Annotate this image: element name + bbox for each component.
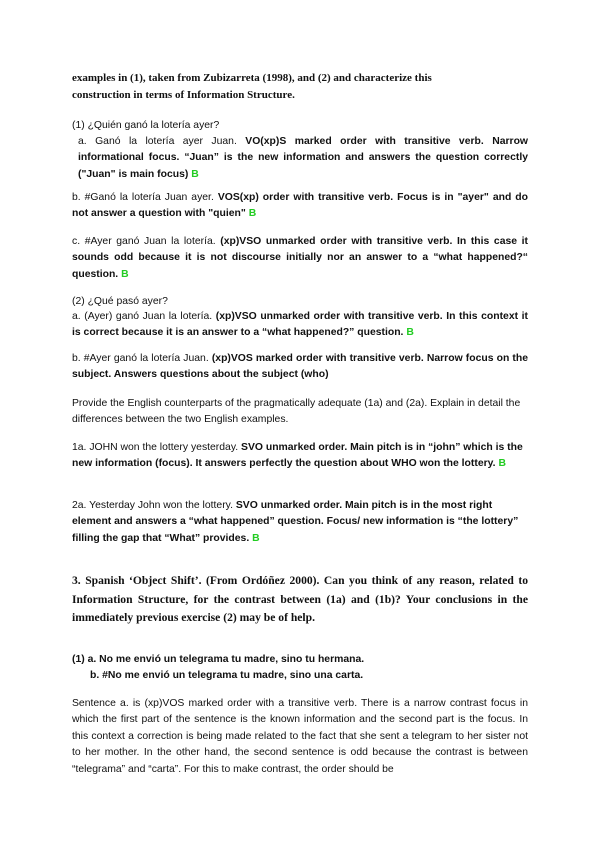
- example-1c-answer: (xp)VSO unmarked order with transitive verb. In this case it sounds odd because it is not discourse initially nor an answer to a “what happened?“ question.: [72, 236, 529, 280]
- example-3: [72, 652, 528, 685]
- example-1b-answer: VOS(xp) order with transitive verb. Focus is in "ayer" and do not answer a question with "quien": [72, 192, 528, 220]
- question-2-text: Provide the English counterparts of the pragmatically adequate (1a) and (2a). Explain in detail the differences between the two English examples.: [72, 398, 521, 426]
- example-3a: (1) a. No me envió un telegrama tu madre, sino tu hermana.: [72, 654, 365, 665]
- grade-mark: B: [498, 458, 506, 470]
- grade-mark: B: [248, 208, 257, 220]
- example-2b-answer: (xp)VOS marked order with transitive verb. Narrow focus on the subject. Answers questions about the subject (who): [72, 353, 528, 381]
- english-2a-sentence: 2a. Yesterday John won the lottery.: [72, 500, 236, 511]
- grade-mark: B: [121, 268, 129, 280]
- example-1-heading: (1) ¿Quién ganó la lotería ayer?: [72, 120, 220, 131]
- example-2a: [72, 309, 528, 342]
- example-1a: [72, 134, 528, 183]
- example-2b: [72, 351, 528, 384]
- example-1a-answer: VO(xp)S marked order with transitive verb. Narrow informational focus. “Juan” is the new information and answers the question correctly ("Juan" is main focus): [78, 136, 528, 180]
- example-3b: b. #No me envió un telegrama tu madre, sino una carta.: [90, 670, 364, 682]
- english-1a-answer: SVO unmarked order. Main pitch is in “john” which is the new information (focus). It answers perfectly the question about WHO won the lottery.: [72, 442, 523, 470]
- example-2b-sentence: b. #Ayer ganó la lotería Juan.: [72, 353, 212, 364]
- answer-3-paragraph: Sentence a. is (xp)VOS marked order with a transitive verb. There is a narrow contrast focus in which the first part of the sentence is the known information and the second part is the focus. In this context a correction is being made related to the fact that she sent a telegram to her sister not to her mother. In the other hand, the second sentence is odd because the contrast is between “telegrama” and “carta”. For this to make contrast, the order should be: [72, 698, 528, 775]
- english-1a-sentence: 1a. JOHN won the lottery yesterday.: [72, 442, 242, 453]
- intro-line-2: construction in terms of Information Structure.: [72, 88, 295, 101]
- example-2-heading: (2) ¿Qué pasó ayer?: [72, 296, 168, 307]
- example-1a-sentence: a. Ganó la lotería ayer Juan.: [78, 136, 246, 147]
- grade-mark: B: [406, 327, 414, 339]
- example-1b: [72, 190, 528, 223]
- example-1c-sentence: c. #Ayer ganó Juan la lotería.: [72, 236, 221, 247]
- example-2a-answer: (xp)VSO unmarked order with transitive verb. In this context it is correct because it is an answer to a “what happened?” question.: [72, 311, 528, 339]
- english-2a-answer: SVO unmarked order. Main pitch is in the most right element and answers a “what happened” question. Focus/ new information is “the lottery” filling the gap that “What” provides.: [72, 500, 519, 544]
- english-example-2a: [72, 498, 528, 547]
- example-2a-sentence: a. (Ayer) ganó Juan la lotería.: [72, 311, 216, 322]
- grade-mark: B: [252, 532, 260, 544]
- intro-paragraph: [72, 70, 528, 103]
- section-3-heading: 3. Spanish ‘Object Shift’. (From Ordóñez 2000). Can you think of any reason, related to Information Structure, for the contrast between (1a) and (1b)? Your conclusions in the immediately previous exercise (2) may be of help.: [72, 574, 528, 625]
- grade-mark: B: [191, 168, 199, 180]
- intro-line-1: examples in (1), taken from Zubizarreta (1998), and (2) and characterize this: [72, 72, 432, 84]
- example-1b-sentence: b. #Ganó la lotería Juan ayer.: [72, 192, 218, 203]
- english-example-1a: [72, 440, 528, 473]
- example-1c: [72, 234, 528, 283]
